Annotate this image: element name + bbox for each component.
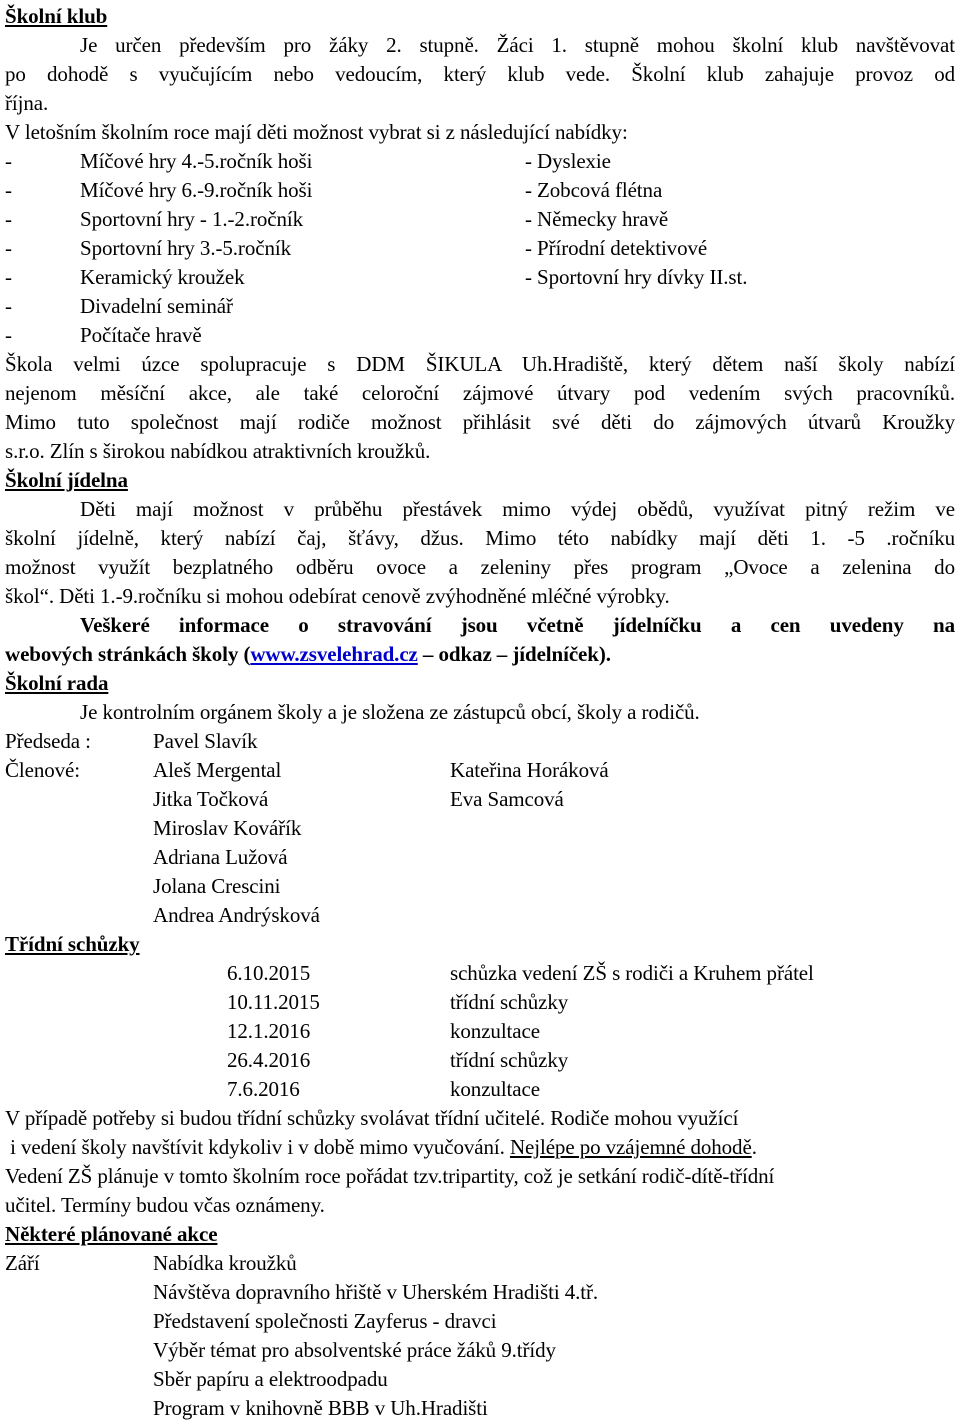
meeting-desc: schůzka vedení ZŠ s rodiči a Kruhem přátel: [450, 961, 814, 985]
offer-item: Míčové hry 6.-9.ročník hoši: [80, 178, 313, 202]
members-label: Členové:: [5, 758, 81, 782]
offer-row: - Míčové hry 4.-5.ročník hoši - Dyslexie: [5, 149, 611, 173]
klub-paragraph-line: nejenom měsíční akce, ale také celoroční zájmové útvary pod vedením svých pracovníků.: [5, 381, 955, 405]
chair-label: Předseda :: [5, 729, 91, 753]
rada-member-row: [5, 843, 955, 871]
klub-paragraph-line: Škola velmi úzce spolupracuje s DDM ŠIKULA Uh.Hradiště, který dětem naší školy nabízí: [5, 352, 955, 376]
member-name: Jitka Točková: [153, 787, 269, 811]
offer-item: Míčové hry 4.-5.ročník hoši: [80, 149, 313, 173]
member-name: Kateřina Horáková: [450, 758, 609, 782]
event-row: [5, 1278, 955, 1306]
event-item: Sběr papíru a elektroodpadu: [153, 1367, 388, 1391]
rada-member-row: [5, 901, 955, 929]
jidelna-paragraph-line: školní jídelně, který nabízí čaj, šťávy, džus. Mimo této nabídky mají děti 1. -5 .ročníku: [5, 526, 955, 550]
event-item: Nabídka kroužků: [153, 1251, 297, 1275]
meeting-row: [5, 1075, 955, 1103]
member-name: Aleš Mergental: [153, 758, 282, 782]
schuzky-paragraph-line: i vedení školy navštívit kdykoliv i v době mimo vyučování. Nejlépe po vzájemné dohodě.: [5, 1135, 757, 1159]
klub-paragraph-line: Je určen především pro žáky 2. stupně. Žáci 1. stupně mohou školní klub navštěvovat: [80, 33, 955, 57]
member-name: Andrea Andrýsková: [153, 903, 320, 927]
event-item: Program v knihovně BBB v Uh.Hradišti: [153, 1396, 488, 1420]
underlined-note: Nejlépe po vzájemné dohodě: [509, 1135, 752, 1159]
event-item: Představení společnosti Zayferus - dravci: [153, 1309, 497, 1333]
meeting-row: [5, 959, 955, 987]
offer-row: - Počítače hravě: [5, 323, 202, 347]
jidelna-bold-notice: Veškeré informace o stravování jsou včetně jídelníčku a cen uvedeny na: [80, 613, 955, 637]
meeting-date: 6.10.2015: [227, 961, 311, 985]
member-name: Adriana Lužová: [153, 845, 288, 869]
meeting-date: 12.1.2016: [227, 1019, 311, 1043]
klub-paragraph-line: Mimo tuto společnost mají rodiče možnost přihlásit své děti do zájmových útvarů Kroužky: [5, 410, 955, 434]
klub-paragraph-line: října.: [5, 91, 49, 115]
offer-row: - Sportovní hry - 1.-2.ročník - Německy hravě: [5, 207, 669, 231]
offer-item: - Německy hravě: [525, 207, 669, 231]
offer-item: - Sportovní hry dívky II.st.: [525, 265, 748, 289]
offer-item: Počítače hravě: [80, 323, 202, 347]
meeting-row: [5, 1017, 955, 1045]
meeting-row: [5, 1046, 955, 1074]
offer-row: - Míčové hry 6.-9.ročník hoši - Zobcová flétna: [5, 178, 663, 202]
event-row: [5, 1336, 955, 1364]
section-heading-skolni-rada: Školní rada: [5, 671, 109, 695]
event-row: [5, 1365, 955, 1393]
meeting-row: [5, 988, 955, 1016]
event-row: [5, 1394, 955, 1422]
schuzky-paragraph-line: Vedení ZŠ plánuje v tomto školním roce pořádat tzv.tripartity, což je setkání rodič-dítě-třídní: [5, 1164, 775, 1188]
meeting-desc: konzultace: [450, 1077, 540, 1101]
rada-member-row: [5, 785, 955, 813]
event-item: Návštěva dopravního hřiště v Uherském Hradišti 4.tř.: [153, 1280, 599, 1304]
rada-member-row: [5, 756, 955, 784]
offer-item: Sportovní hry - 1.-2.ročník: [80, 207, 304, 231]
event-row: [5, 1249, 955, 1277]
offer-item: - Zobcová flétna: [525, 178, 663, 202]
event-item: Výběr témat pro absolventské práce žáků 9.třídy: [153, 1338, 556, 1362]
section-heading-planovane-akce: Některé plánované akce: [5, 1222, 218, 1246]
schuzky-paragraph-line: učitel. Termíny budou včas oznámeny.: [5, 1193, 325, 1217]
meeting-desc: třídní schůzky: [450, 1048, 569, 1072]
member-name: Miroslav Kovářík: [153, 816, 302, 840]
klub-offer-intro: V letošním školním roce mají děti možnost vybrat si z následující nabídky:: [5, 120, 628, 144]
offer-item: Sportovní hry 3.-5.ročník: [80, 236, 291, 260]
meeting-date: 26.4.2016: [227, 1048, 311, 1072]
rada-member-row: [5, 872, 955, 900]
meeting-desc: konzultace: [450, 1019, 540, 1043]
rada-intro: Je kontrolním orgánem školy a je složena ze zástupců obcí, školy a rodičů.: [80, 700, 700, 724]
meeting-date: 7.6.2016: [227, 1077, 300, 1101]
offer-item: - Dyslexie: [525, 149, 611, 173]
meeting-desc: třídní schůzky: [450, 990, 569, 1014]
rada-chair-row: [5, 727, 955, 755]
offer-item: Divadelní seminář: [80, 294, 233, 318]
section-heading-skolni-jidelna: Školní jídelna: [5, 468, 128, 492]
rada-member-row: [5, 814, 955, 842]
school-website-link[interactable]: www.zsvelehrad.cz: [250, 642, 418, 666]
offer-row: - Divadelní seminář: [5, 294, 233, 318]
section-heading-tridni-schuzky: Třídní schůzky: [5, 932, 140, 956]
event-month: Září: [5, 1251, 40, 1275]
member-name: Jolana Crescini: [153, 874, 281, 898]
chair-name: Pavel Slavík: [153, 729, 258, 753]
schuzky-paragraph-line: V případě potřeby si budou třídní schůzky svolávat třídní učitelé. Rodiče mohou využící: [5, 1106, 739, 1130]
meeting-date: 10.11.2015: [227, 990, 320, 1014]
section-heading-skolni-klub: Školní klub: [5, 4, 108, 28]
member-name: Eva Samcová: [450, 787, 564, 811]
klub-paragraph-line: po dohodě s vyučujícím nebo vedoucím, který klub vede. Školní klub zahajuje provoz od: [5, 62, 955, 86]
jidelna-paragraph-line: Děti mají možnost v průběhu přestávek mimo výdej obědů, využívat pitný režim ve: [80, 497, 955, 521]
jidelna-bold-notice-line2: webových stránkách školy (www.zsvelehrad.cz – odkaz – jídelníček).: [5, 642, 611, 666]
offer-row: - Sportovní hry 3.-5.ročník - Přírodní detektivové: [5, 236, 708, 260]
offer-item: - Přírodní detektivové: [525, 236, 708, 260]
offer-row: - Keramický kroužek - Sportovní hry dívky II.st.: [5, 265, 748, 289]
event-row: [5, 1307, 955, 1335]
jidelna-paragraph-line: možnost využít bezplatného odběru ovoce a zeleniny přes program „Ovoce a zelenina do: [5, 555, 955, 579]
offer-item: Keramický kroužek: [80, 265, 245, 289]
jidelna-paragraph-line: škol“. Děti 1.-9.ročníku si mohou odebírat cenově zvýhodněné mléčné výrobky.: [5, 584, 670, 608]
klub-paragraph-line: s.r.o. Zlín s širokou nabídkou atraktivních kroužků.: [5, 439, 431, 463]
